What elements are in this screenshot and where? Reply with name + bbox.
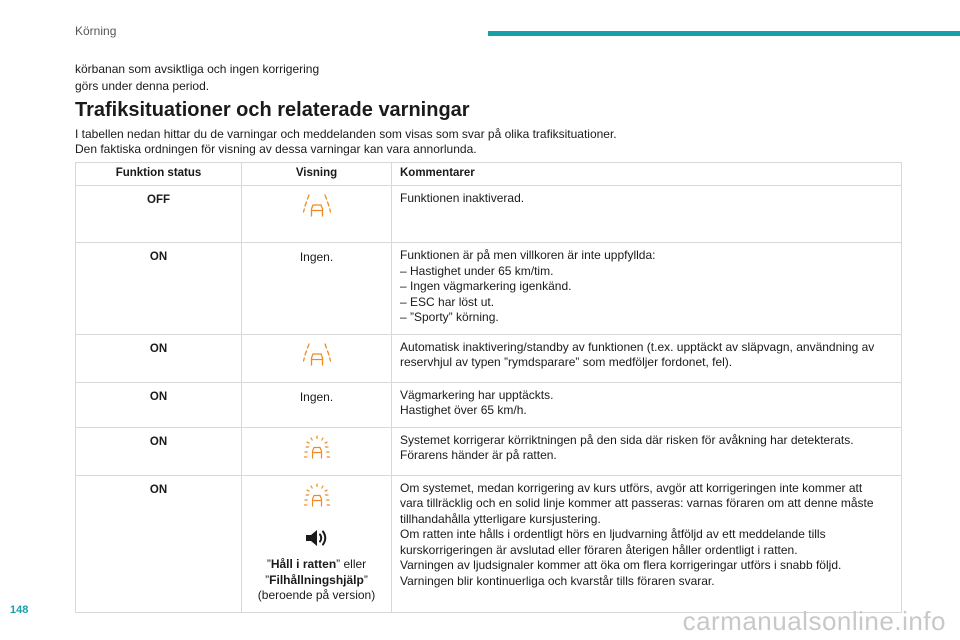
- comment-line: Automatisk inaktivering/standby av funktionen (t.ex. upptäckt av släpvagn, användning av: [400, 339, 875, 354]
- comment-cell: [392, 243, 902, 335]
- visning-cell: [242, 334, 392, 382]
- comment-cell: [392, 382, 902, 427]
- quote-close: ”: [363, 572, 368, 587]
- lane-assist-correction-icon: [303, 483, 331, 514]
- visning-cell: Ingen.: [242, 382, 392, 427]
- watermark: carmanualsonline.info: [682, 606, 946, 636]
- visning-cell: [242, 186, 392, 243]
- comment-line: vara tillräcklig och en solid linje kommer att passeras: varnas föraren om att denne måste: [400, 496, 874, 510]
- message-hold-wheel: Håll i ratten: [270, 557, 337, 571]
- status-cell: ON: [76, 243, 242, 335]
- comment-line: Varningen av ljudsignaler kommer att öka om flera korrigeringar utförs i snabb följd.: [400, 558, 842, 572]
- intro-text: [75, 61, 375, 95]
- comment-line: Varningen blir kontinuerliga och kvarstår tills föraren svarar.: [400, 573, 715, 588]
- message-line-2: [250, 573, 383, 589]
- message-line-1: [250, 557, 383, 573]
- status-cell: ON: [76, 382, 242, 427]
- speaker-icon: [304, 527, 330, 549]
- message-lane-assist: Filhållningshjälp: [269, 572, 364, 587]
- visning-cell: [242, 475, 392, 612]
- comment-line: Om ratten inte hålls i ordentligt hörs en ljudvarning åtföljd av ett meddelande tills: [400, 527, 826, 541]
- column-header-status: Funktion status: [76, 163, 242, 186]
- message-note: (beroende på version): [257, 588, 376, 602]
- status-cell: OFF: [76, 186, 242, 243]
- description-line: Den faktiska ordningen för visning av dessa varningar kan vara annorlunda.: [75, 142, 477, 156]
- message-or: ” eller: [336, 557, 367, 571]
- lane-assist-orange-icon: [303, 193, 331, 224]
- comment-line: – ”Sporty” körning.: [400, 310, 499, 324]
- page-heading: Trafiksituationer och relaterade varningar: [75, 99, 470, 121]
- comment-line: Funktionen inaktiverad.: [400, 191, 525, 205]
- lane-assist-correction-icon: [303, 435, 331, 466]
- table-row: [76, 382, 902, 427]
- comment-cell: [392, 427, 902, 475]
- status-cell: ON: [76, 475, 242, 612]
- comment-line: reservhjul av typen ”rymdsparare” som medföljer fordonet, fel).: [400, 355, 733, 369]
- comment-line: kurskorrigeringen är avslutad eller föraren återigen håller ordentligt i ratten.: [400, 542, 798, 557]
- comment-line: Systemet korrigerar körriktningen på den sida där risken för avåkning har detekterats.: [400, 432, 854, 447]
- page-number: 148: [10, 604, 29, 616]
- comment-line: tillhandahålla ytterligare kursjustering.: [400, 511, 601, 526]
- comment-line: – Hastighet under 65 km/tim.: [400, 263, 554, 278]
- status-cell: ON: [76, 427, 242, 475]
- description-line: I tabellen nedan hittar du de varningar och meddelanden som visas som svar på olika trafiksituationer.: [75, 127, 617, 141]
- column-header-comments: Kommentarer: [392, 163, 902, 186]
- comment-line: Funktionen är på men villkoren är inte uppfyllda:: [400, 248, 656, 262]
- comment-cell: [392, 186, 902, 243]
- comment-line: Hastighet över 65 km/h.: [400, 403, 527, 417]
- table-header-row: [76, 163, 902, 186]
- comment-line: – ESC har löst ut.: [400, 294, 495, 309]
- table-row: [76, 186, 902, 243]
- table-row: [76, 243, 902, 335]
- visning-cell: Ingen.: [242, 243, 392, 335]
- quote-open: ”: [266, 557, 271, 571]
- intro-line: körbanan som avsiktliga och ingen korrigering: [75, 62, 320, 76]
- column-header-visning: Visning: [242, 163, 392, 186]
- comment-line: Vägmarkering har upptäckts.: [400, 387, 554, 402]
- lane-assist-orange-icon: [303, 342, 331, 373]
- description: [75, 127, 915, 157]
- visning-cell: [242, 427, 392, 475]
- comment-line: Om systemet, medan korrigering av kurs utförs, avgör att korrigeringen inte kommer att: [400, 480, 863, 495]
- comment-cell: [392, 475, 902, 612]
- table-row: [76, 475, 902, 612]
- table-row: [76, 334, 902, 382]
- table-row: [76, 427, 902, 475]
- warnings-table: [75, 162, 902, 613]
- comment-line: Förarens händer är på ratten.: [400, 448, 557, 462]
- comment-line: – Ingen vägmarkering igenkänd.: [400, 279, 572, 293]
- status-cell: ON: [76, 334, 242, 382]
- quote-open: ”: [265, 572, 270, 587]
- header-accent-bar: [488, 31, 960, 36]
- comment-cell: [392, 334, 902, 382]
- intro-line: görs under denna period.: [75, 79, 210, 93]
- header-section-title: Körning: [75, 24, 117, 38]
